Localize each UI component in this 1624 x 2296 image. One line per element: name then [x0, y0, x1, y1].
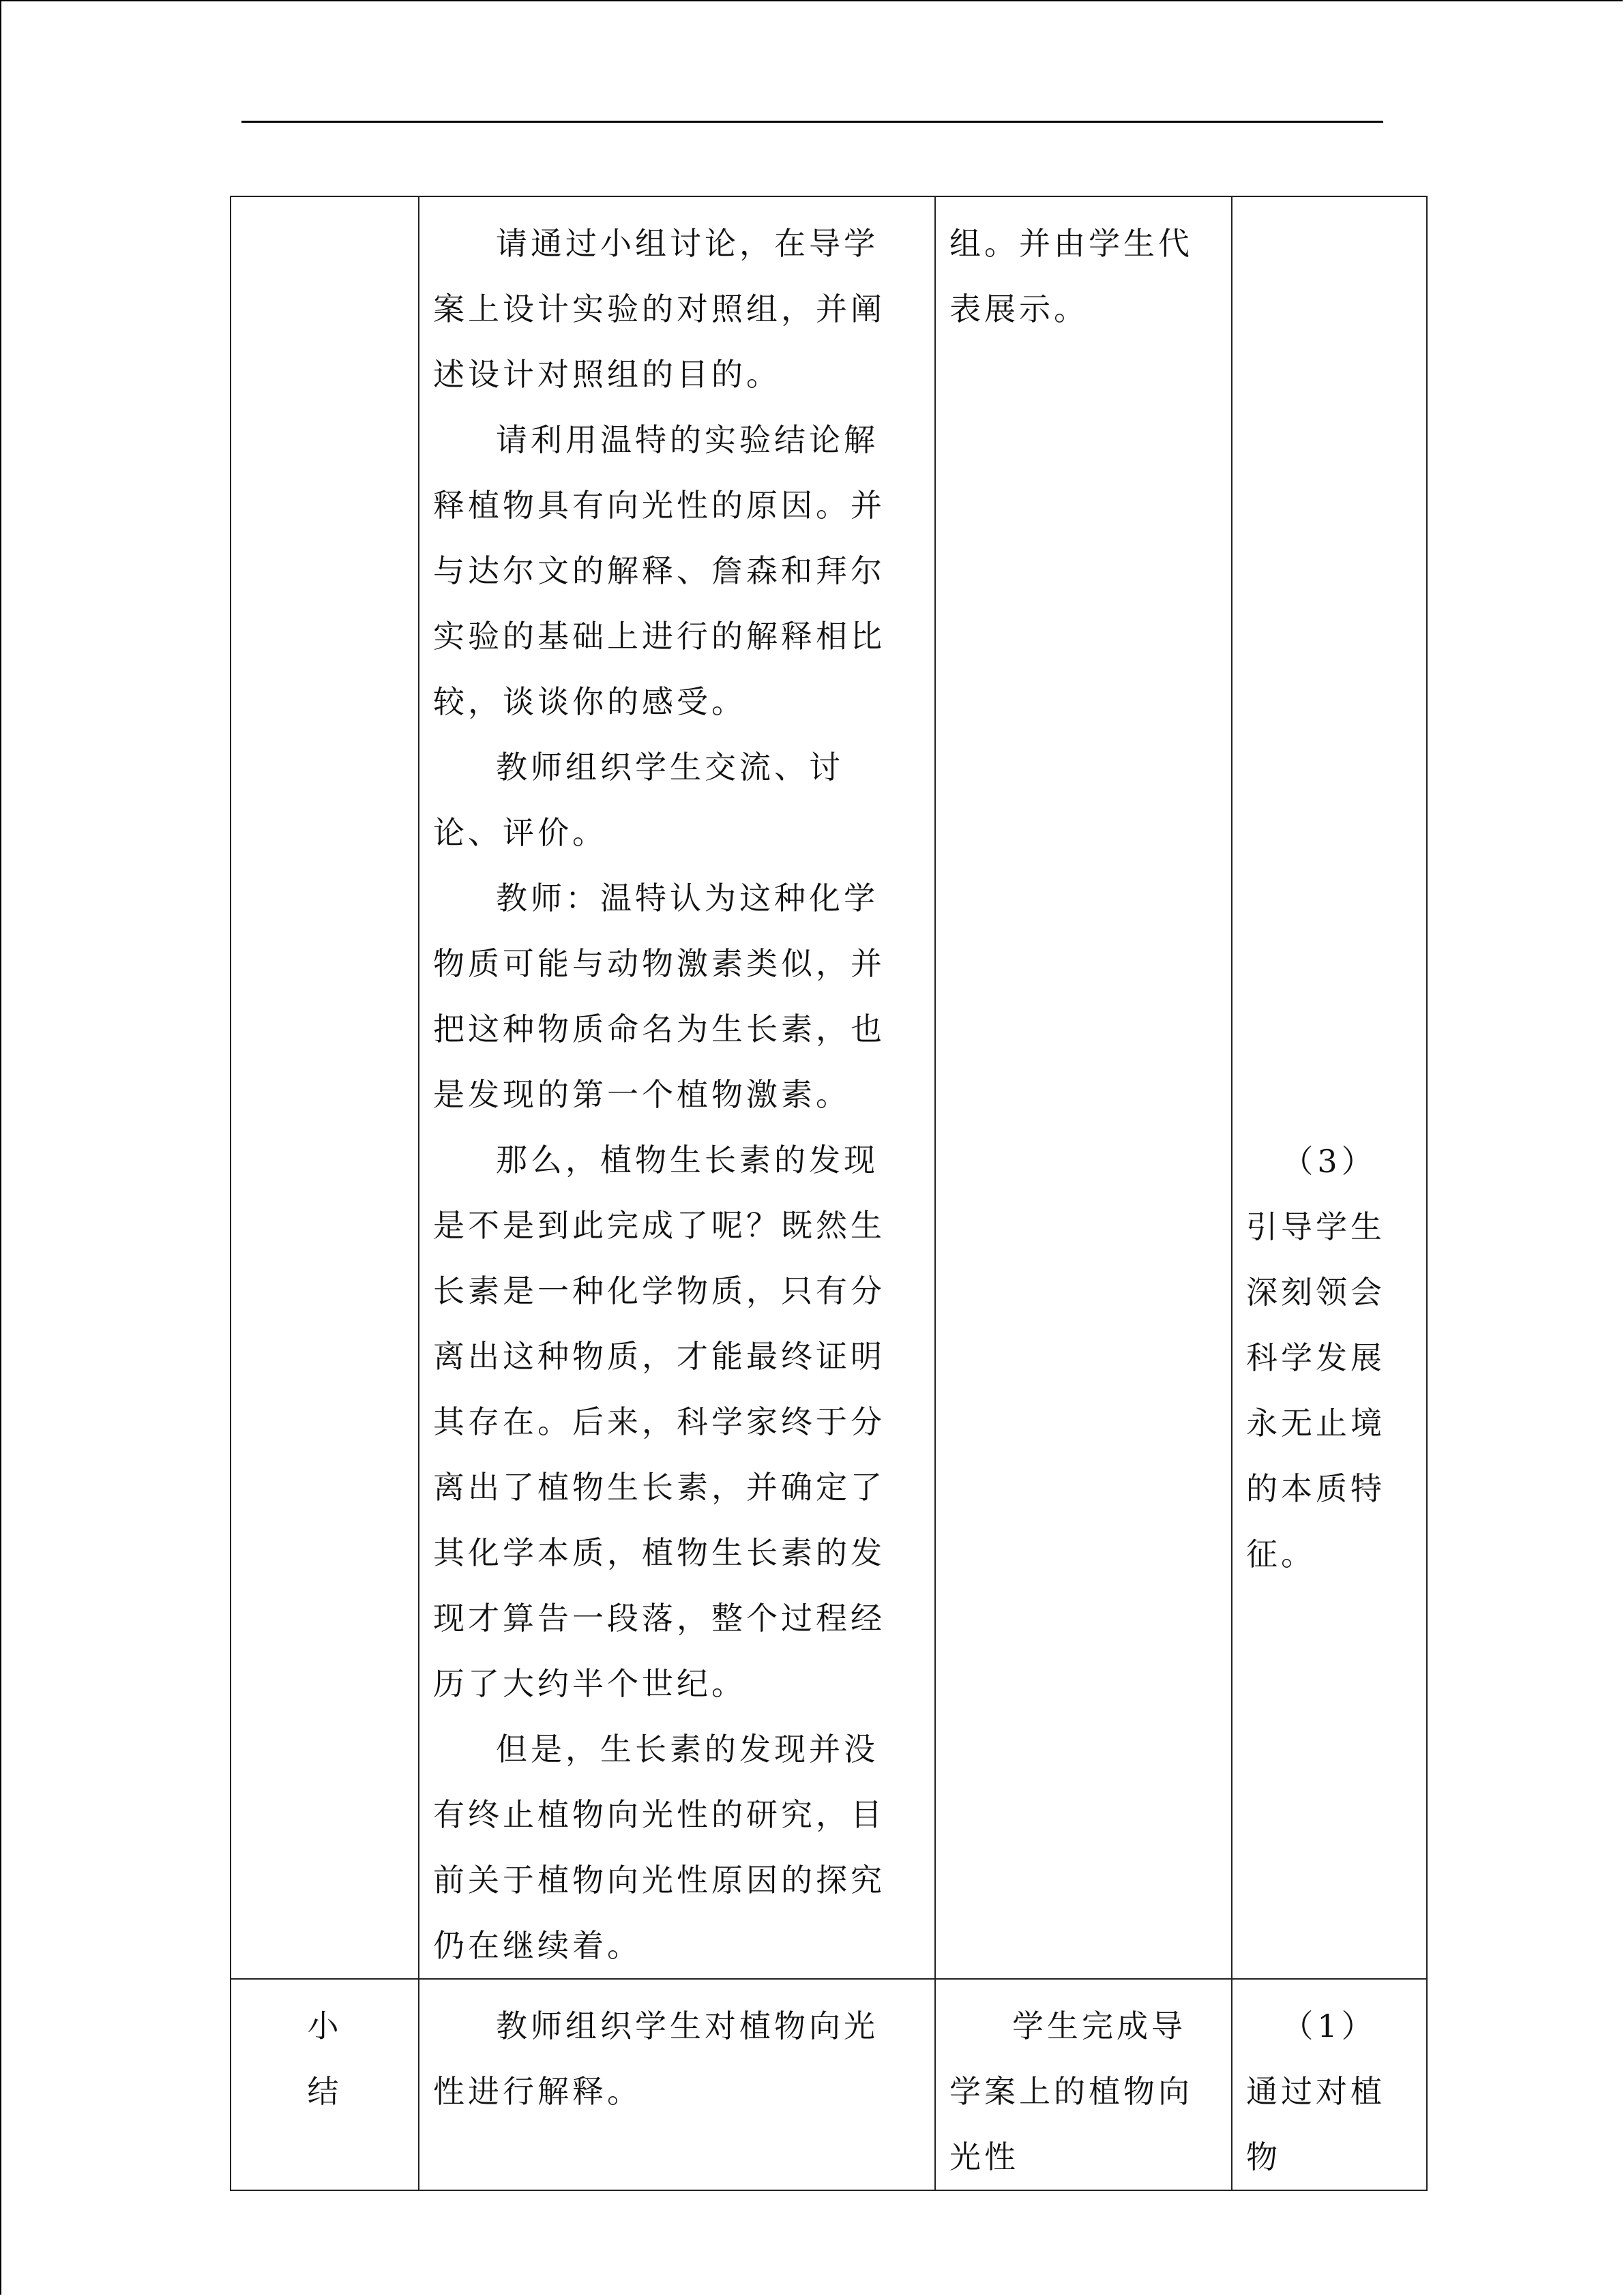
- lesson-plan-table: [230, 196, 1428, 2191]
- teacher-activity-cell: [419, 196, 935, 1979]
- teacher-paragraph: 教师组织学生交流、讨论、评价。: [433, 749, 844, 851]
- table-row: [231, 196, 1427, 1979]
- teacher-paragraph: 请利用温特的实验结论解释植物具有向光性的原因。并与达尔文的解释、詹森和拜尔实验的基础上进行的解释相比较，谈谈你的感受。: [433, 421, 885, 720]
- intent-number: （1）: [1282, 2008, 1377, 2044]
- teacher-paragraph: 那么，植物生长素的发现是不是到此完成了呢？既然生长素是一种化学物质，只有分离出这种物质，才能最终证明其存在。后来，科学家终于分离出了植物生长素，并确定了其化学本质，植物生长素的发现才算告一段落，整个过程经历了大约半个世纪。: [433, 1142, 885, 1702]
- phase-label-line1: 小: [307, 2008, 342, 2044]
- phase-cell: [231, 196, 419, 1979]
- teacher-paragraph: 教师组织学生对植物向光性进行解释。: [433, 2008, 879, 2110]
- teacher-paragraph: 但是，生长素的发现并没有终止植物向光性的研究，目前关于植物向光性原因的探究仍在继续着。: [433, 1731, 885, 1964]
- student-text: 组。并由学生代表展示。: [949, 225, 1193, 327]
- teacher-paragraph: 请通过小组讨论，在导学案上设计实验的对照组，并阐述设计对照组的目的。: [433, 225, 885, 393]
- phase-cell: [231, 1979, 419, 2190]
- design-intent-cell: [1232, 196, 1427, 1979]
- student-text: 学生完成导学案上的植物向光性: [949, 2008, 1193, 2175]
- intent-number: （3）: [1282, 1143, 1377, 1180]
- header-rule: [241, 121, 1383, 123]
- teacher-paragraph: 教师：温特认为这种化学物质可能与动物激素类似，并把这种物质命名为生长素，也是发现的第一个植物激素。: [433, 880, 885, 1113]
- intent-text: 通过对植物: [1246, 2073, 1385, 2175]
- student-activity-cell: [935, 196, 1232, 1979]
- phase-label-line2: 结: [307, 2073, 342, 2110]
- design-intent-cell: [1232, 1979, 1427, 2190]
- intent-text: 引导学生深刻领会科学发展永无止境的本质特征。: [1246, 1208, 1385, 1572]
- student-activity-cell: [935, 1979, 1232, 2190]
- teacher-activity-cell: [419, 1979, 935, 2190]
- table-row: [231, 1979, 1427, 2190]
